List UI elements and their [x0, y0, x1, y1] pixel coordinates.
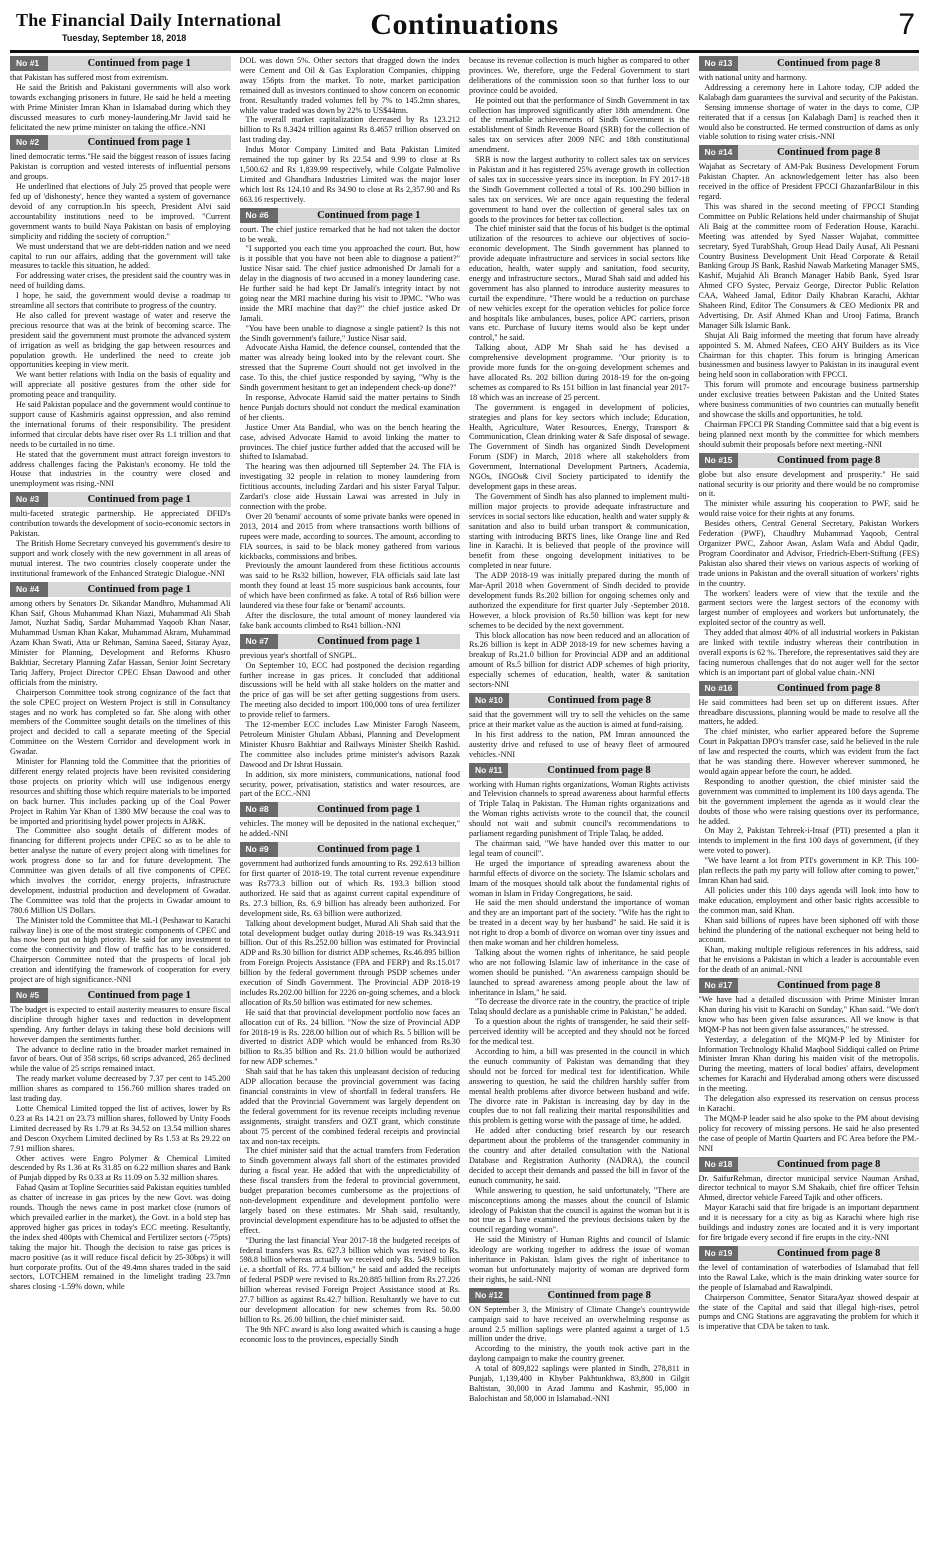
story-paragraph: He also called for prevent wastage of water and reserve the precious resource that was at the brink of becoming scarce. The president said the government must promote the advanced system of irrigation as well as bridging the gap between resources and population growth. He underlined the need to create job opportunities keeping in view merit.: [10, 310, 231, 370]
story-header: [240, 802, 461, 817]
story: [699, 145, 920, 449]
story-paragraph: "I supported you each time you approached the court. But, how is it possible that you have not been able to diagnose a patient?" Justice Nisar said. The chief justice admonished Dr Jamali for a delay in the diagnosis of two accused in a money laundering case. He further said he had kept Dr Jamali's integrity intact by not going near the MRI machine during his visit to JPMC. "Who was inside the MRI machine that day?" the chief justice asked Dr Jamali.: [239, 244, 460, 323]
story-paragraph: In his first address to the nation, PM Imran announced the austerity drive and refused to use of heavy fleet of armoured vehicles.-NNI: [469, 729, 690, 759]
column-1: [10, 56, 231, 1548]
story-continuation-title: Continued from page 1: [48, 135, 231, 150]
story-body: [10, 509, 231, 578]
story-paragraph: Yesterday, a delegation of the MQM-P led by Minister for Information Technology Khalid Maqbool Siddiqui called on Prime Minister Imran Khan during his maiden visit of the metropolis. During the meeting, matters of local bodies' affairs, development schemes for Karachi and Hyderabad among others were discussed in the meeting.: [698, 1034, 919, 1094]
story-header: [10, 988, 231, 1003]
story-paragraph: previous year's shortfall of SNGPL.: [239, 650, 357, 660]
story-continuation-title: Continued from page 1: [278, 802, 461, 817]
story-paragraph: He underlined that elections of July 25 proved that people were fed up of 'dishonesty', hence they wanted a system of governance devoid of any corruption.In his speech, President Alvi said accountability institutions need to be improved. "Current government wants to build Naya Pakistan on basis of employing simplicity and ridding the society of corruption.": [10, 182, 231, 241]
story-paragraph: Talking about, ADP Mr Shah said he has devised a comprehensive development programme. "Our priority is to provide more funds for the on-going development schemes and have allocated Rs. 202 billion during 2018-19 for the on-going schemes as compared to Rs 151 billion in last financial year 2017-18 which was an increase of 25 percent.: [469, 343, 690, 402]
story: [10, 988, 231, 1292]
story-continuation-title: Continued from page 1: [48, 56, 231, 71]
story-paragraph: Chairperson Committee took strong cognizance of the fact that the sole CPEC project on Western Project is still in Consultancy stages and no work has completed so far. She along with other members of the Committee sought details on the timelines of this project and decided to call a separate meeting of the Special Committee on the Western Corridor and development work in Gwadar.: [10, 687, 231, 757]
story: [699, 1157, 920, 1243]
story-paragraph: Advocate Aisha Hamid, the defence counsel, contended that the matter was already being looked into by the relevant court. She stressed that the Supreme Court should not get involved in the case. To this, the chief justice responded by saying, "Why is the Sindh government hesitant to get an independent check-up done?": [239, 343, 460, 393]
story-body: [240, 56, 461, 205]
story-paragraph: The 9th NFC award is also long awaited which is causing a huge economic loss to the provinces, especially Sindh: [239, 1324, 460, 1344]
story-paragraph: Other actives were Engro Polymer & Chemical Limited descended by Rs 1.36 at Rs 31.85 on 6.22 million shares and Bank of Punjab dipped by Rs 0.33 at Rs 11.09 on 5.32 million shares.: [10, 1153, 231, 1183]
story-paragraph: The advance to decline ratio in the broader market remained in favor of bears. Out of 358 scrips, 68 scrips advanced, 265 declined while the value of 25 scrips remained intact.: [10, 1044, 231, 1074]
story-paragraph: The Minister told the Committee that ML-I (Peshawar to Karachi railway line) is one of the most strategic components of CPEC and has now been put on high priority. He said for any investment to come the connectivity and flow of traffic has to be considered. Chairperson Committee noted that the prospects of local job creation and identifying the framework of cooperation for every project are of high significance.-NNI: [10, 915, 231, 985]
story-paragraph: The chief minister said that the focus of his budget is the optimal utilization of the resources to achieve our objectives of socio-economic development. The Sindh government has planned to provide adequate infrastructure and services in social sectors like education, health, water supply and sanitation, food security, energy and infrastructure sectors., Murad Shah said and added his government has also planned to introduce austerity measures to curtail the expenditure. "There would be a reduction on purchase of new vehicles except for the operation vehicles for police force and hospitals like ambulances, buses, police APC carriers, prison vans etc. Purchase of luxury items would also be kept under control," he said.: [469, 224, 690, 343]
story-paragraph: Responding to another question, the chief minister said the government was committed to implement its 100 days agenda. The bit the government implement the agenda as it would clear the doubts of those who were raising questions over its performance, he added.: [698, 776, 919, 826]
story: [699, 56, 920, 142]
story-paragraph: He pointed out that the performance of Sindh Government in tax collection has improved significantly after 18th amendment. One of the remarkable achievements of Sindh Government is the establishment of Sindh Revenue Board (SRB) for the collection of sales tax on services after 2009 NFC and 18th constitutional amendment.: [469, 95, 690, 155]
story-paragraph: the level of contamination of waterbodies of Islamabad that fell into the Rawal Lake, which is the main drinking water source for the people of Islamabad and Rawalpindi.: [698, 1262, 919, 1292]
story-body: [699, 698, 920, 975]
story-paragraph: They added that almost 40% of all industrial workers in Pakistan are linked with textile industry whereas their contribution in overall exports is 62 %. Therefore, the representatives said they are facing numerous challenges that do not auger well for the sector which is an important part of global value chain.-NNI: [698, 628, 919, 677]
story: [240, 208, 461, 631]
story: [240, 842, 461, 1344]
section-title: Continuations: [370, 8, 559, 41]
story-body: [10, 1005, 231, 1292]
story-body: [469, 780, 690, 1285]
story-paragraph: The 12-member ECC includes Law Minister Farogh Naseem, Petroleum Minister Ghulam Abbasi, Planning and Development Minister Khusro Bakhtiar and Railways Minister Sheikh Rashid. The committee also includes prime minister's advisors Razak Dawood and Dr Ishrat Hussain.: [239, 720, 460, 769]
story-paragraph: On September 10, ECC had postponed the decision regarding further increase in gas prices. It concluded that additional discussions will be held with all stake holders on the matter and the price of gas will be set after getting suggestions from users. The meeting also decided to import 100,000 tons of urea fertilizer to provide relief to farmers.: [239, 660, 460, 720]
story-continuation-title: Continued from page 8: [738, 145, 919, 160]
story-paragraph: court. The chief justice remarked that he had not taken the doctor to be weak.: [239, 224, 460, 244]
story-paragraph: I hope, he said, the government would devise a roadmap to streamline all sectors that contribute to progress of the country.: [10, 291, 231, 311]
story-paragraph: vehicles. The money will be deposited in the national exchequer," he added.-NNI: [239, 819, 460, 839]
story-number-label: No #18: [699, 1157, 739, 1172]
story-header: [699, 453, 920, 468]
story-number-label: No #12: [469, 1288, 509, 1303]
story-paragraph: He said the men should understand the importance of woman and they are an important part of the society. "Wife has the right to be treated in a decent way by her husband" he said. He said it is not right to drop a bomb of divorce on woman over tiny issues and then make woman and her children homeless.: [469, 898, 690, 948]
story-paragraph: "We have learnt a lot from PTI's government in KP. This 100-plan reflects the path my party will follow after coming to power," Imran Khan had said.: [698, 856, 919, 885]
story-paragraph: The overall market capitalization decreased by Rs 123.212 billion to Rs 8.3424 trillion against Rs 8.4657 trillion observed on last trading day.: [239, 115, 460, 145]
story-paragraph: Chairman FPCCI PR Standing Committee said that a big event is being planned next month by the committee for which members should submit their proposals before next meeting.-NNI: [698, 419, 919, 449]
story-paragraph: Over 20 'benami' accounts of some private banks were opened in 2013, 2014 and 2015 from where transactions worth billions of rupees were made, according to sources. The amount, according to FIA sources, is said to be black money gathered from various kickbacks, commissions and bribes.: [239, 511, 460, 561]
story-paragraph: The workers' leaders were of view that the textile and the garment sectors were the largest sectors of the economy with largest number of employees and workers but unfortunately, the exploited sector of the country as well.: [698, 588, 919, 628]
story-header: [240, 208, 461, 223]
story-paragraph: Justice Umer Ata Bandial, who was on the bench hearing the case, advised Advocate Hamid to avoid linking the matter to provinces. The chief justice further added that the accused will be shifted to Islamabad.: [239, 422, 460, 462]
story-paragraph: On May 2, Pakistan Tehreek-i-Insaf (PTI) presented a plan it intends to implement in the first 100 days of government, (if they were voted to power).: [698, 826, 919, 856]
story-paragraph: because its revenue collection is much higher as compared to other provinces. We, therefore, urge the Federal Government to start deliberations of the commission soon so that further loss to our province could be avoided.: [469, 56, 690, 95]
story-paragraph: All policies under this 100 days agenda will look into how to make education, employment and other basic rights accessible to the common man, said Khan.: [698, 885, 919, 915]
newspaper-name: The Financial Daily International: [16, 10, 282, 30]
story-number-label: No #14: [699, 145, 739, 160]
story-paragraph: The chief minister said that the actual transfers from Federation to Sindh government always fall short of the estimates provided during a fiscal year. He added that with the unpredictability of these fiscal transfers from the federal to provincial government, budget preparation becomes cumbersome as the projections of non-development expenditure and development portfolio were largely based on these estimates. Mr Shah said, resultantly, provincial development expenditure has to be adjusted to offset the effect.: [239, 1146, 460, 1235]
story-paragraph: that Pakistan has suffered most from extremism.: [10, 73, 169, 82]
story-number-label: No #7: [240, 634, 278, 649]
story-paragraph: The British Home Secretary conveyed his government's desire to support and work closely with the new government in all areas of mutual interest. The two countries closely cooperate under the institutional framework of the Enhanced Strategic Dialogue.-NNI: [10, 538, 231, 578]
article-columns: [10, 56, 919, 1548]
story-paragraph: The ready market volume decreased by 7.37 per cent to 145.200 million shares as compared to 156.760 million shares traded on last trading day.: [10, 1074, 231, 1104]
story: [699, 1246, 920, 1332]
story-header: [699, 1157, 920, 1172]
story-paragraph: Wajahat as Secretary of AM-Pak Business Development Forum Pakistan Chapter. An acknowledgement letter has also been received in the office of President FPCCI GhazanfarBilour in this regard.: [698, 162, 919, 202]
story-paragraph: The chief minister, who earlier appeared before the Supreme Court in Pakpattan DPO's transfer case, said he believed in the rule of law and respected the courts, which was evident from the fact that he was standing there. However wherever summoned, he would again appear before the court, he added.: [698, 727, 919, 776]
story-paragraph: Sensing immense shortage of water in the days to come, CJP reiterated that if a census [on Kalabagh Dam] is reached then it would also be constructed. He termed construction of dams as only viable solution to rising water crisis.-NNI: [698, 102, 919, 142]
story-paragraph: He stated that the government must attract foreign investors to address challenges facing the Pakistan's economy. He told the House that industries in the country were closed and unemployment was rising.-NNI: [10, 449, 231, 489]
story-paragraph: Mayor Karachi said that fire brigade is an important department and it is necessary for a city as big as Karachi where high rise buildings and industry zones are located and it is very important for fire brigade every second if fire erupts in the city.-NNI: [698, 1203, 919, 1242]
story-number-label: No #9: [240, 842, 278, 857]
story: [469, 763, 690, 1285]
story-body: [699, 1263, 920, 1332]
story-paragraph: The ADP 2018-19 was initially prepared during the month of Mar-April 2018 when Government of Sindh decided to provide development funds Rs.202 billion for ongoing schemes only and authorized the expenditure for first quarter July -September 2018. However, a block provision of Rs.50 billion was kept for new schemes to be decided by the next government.: [469, 571, 690, 630]
story: [10, 492, 231, 578]
story-body: [469, 1305, 690, 1404]
story-paragraph: To a question about the rights of transgender, he said their self-perceived identity will be accepted and they should not be forced for the medical test.: [469, 1017, 690, 1047]
story-paragraph: He said the Ministry of Human Rights and council of Islamic ideology are working together to address the issue of woman inheritance in Pakistan. Islam gives the right of inheritance to woman but unfortunately majority of woman are deprived form their rights, he said.-NNI: [469, 1235, 690, 1284]
story: [10, 56, 231, 132]
story-body: [699, 73, 920, 142]
story-header: [240, 842, 461, 857]
story-header: [469, 693, 690, 708]
story-header: [699, 145, 920, 160]
story-paragraph: Shujat Ali Baig informed the meeting that forum have already appointed S. M. Ahmed Nafees, CEO AHY Builders as its Vice Chairman for this chapter. This forum is bringing American businessmen and business lawyer to Pakistan in its inaugural event being held soon in collaboration with FPCCI.: [698, 330, 919, 380]
story: [699, 453, 920, 678]
story-body: [699, 470, 920, 678]
story: [699, 681, 920, 975]
story-paragraph: He said committees had been set up on different issues. After threadbare discussions, planning would be made to resolve all the matters, he added.: [698, 697, 919, 727]
story-number-label: No #6: [240, 208, 278, 223]
story-paragraph: "During the last financial Year 2017-18 the budgeted receipts of federal transfers was Rs. 627.3 billion which was revised to Rs. 598.8 billion whereas actually we received only Rs. 549.9 billion i.e. a shortfall of Rs. 77.4 billion," he said and added the receipts of federal PSDP were revised to Rs.20.885 billion from Rs.27.226 billion whereas revised Foreign Project Assistance stood at Rs. 27.7 billion as against Rs.42.7 billion. Resultantly we have to cut our development allocation for new schemes from Rs. 50.00 billion to Rs. 26.00 billion, the chief minister said.: [239, 1235, 460, 1324]
story-paragraph: The delegation also expressed its reservation on census process in Karachi.: [698, 1094, 919, 1113]
story-paragraph: The budget is expected to entail austerity measures to ensure fiscal discipline through higher taxes and reduction in development spending. Any further delays in taking these bold decisions will however dampen the sentiments further.: [10, 1004, 231, 1044]
story-paragraph: among others by Senators Dr. Sikandar Mandhro, Muhammad Ali Khan Saif, Ghous Muhammad Khan Niazi, Muhammad Ali Shah Jamot, Nuzhat Sadiq, Sardar Muhammad Yaqoob Khan Nasar, Muhammad Usman Khan Kakar, Muhammad Akram, Muhammad Azam Khan Swati, Atta ur Rehman, Samina Saeed, Sitaray Ayaz, Minister for Planning, Development and Reforms Khusro Bakhtiar, Secretary Planning Zafar Hassan, Senior Joint Secretary Tariq Jaffery, Project Director CPEC Ehsan Dawood and other officials from the ministry.: [10, 598, 231, 687]
story-paragraph: ON September 3, the Ministry of Climate Change's countrywide campaign said to have received an overwhelming response as around 2.5 million saplings were planted against a target of 1.5 million under the drive.: [469, 1304, 690, 1344]
story-continuation-title: Continued from page 8: [738, 453, 919, 468]
story-paragraph: Fahad Qasim at Topline Securities said Pakistan equities tumbled as chatter of increase in gas prices by the new Govt. was doing rounds. Though the news came in post market close (rumors of which prevailed earlier in the market), the Govt. in a bold step has approved higher gas prices in today's ECC meeting. Resultantly, the index shed 400pts with Chemical and Fertilizer sectors (-75pts) taking the major hit. Though the decision to raise gas prices is macro positive (as it will reduce fiscal deficit by 25-30bps) it will hurt corporate profits. Out of the 49.4mn shares traded in the said sectors, LOTCHEM remained in the limelight trading 23.7mn shares closing -1.59% down, while: [10, 1183, 231, 1292]
story-paragraph: Shah said that he has taken this unpleasant decision of reducing ADP allocation because the provincial government was facing financial constraints in view of shortfall in federal transfers. He added that the Provincial Government was largely dependent on the federal government for its revenue receipts including revenue assignments, straight transfers and OZT grant, which constitute about 75 percent of the combined federal receipts and provincial tax and non-tax receipts.: [239, 1067, 460, 1146]
story-header: [699, 978, 920, 993]
story-continuation-title: Continued from page 8: [738, 978, 919, 993]
story-header: [10, 582, 231, 597]
story: [240, 56, 461, 205]
column-3: [469, 56, 690, 1548]
story-paragraph: According to him, a bill was presented in the council in which the eunuch community of Pakistan was demanding that they should not be forced for medical test for identification. While answering to question, he said the children harshly suffer from mental health problems after divorce between husband and wife. The divorce rate in Pakistan is increasing day by day in the couples due to not fall realizing their marital responsibilities and this problem is getting worse with the passage of time, he added.: [469, 1047, 690, 1126]
story-header: [10, 135, 231, 150]
story-continuation-title: Continued from page 8: [738, 1157, 919, 1172]
story: [10, 135, 231, 489]
story-paragraph: government had authorized funds amounting to Rs. 292.613 billion for first quarter of 2018-19. The total current revenue expenditure was Rs773.3 billion out of which Rs. 193.3 billion stood authorized. He said that as against current capital expenditure of Rs. 27.3 billion, Rs. 6.9 billion has already been authorized. For development side, Rs. 63 billion were authorized.: [239, 859, 460, 918]
story-number-label: No #8: [240, 802, 278, 817]
story-paragraph: Previously the amount laundered from these fictitious accounts was said to be Rs32 billion, however, FIA officials said late last month they found at least 15 more suspicious bank accounts, four of which have been confirmed as fake. A total of Rs6 billion were laundered via these four fake or 'benami' accounts.: [239, 561, 460, 611]
masthead: [10, 6, 919, 46]
story-continuation-title: Continued from page 8: [508, 763, 689, 778]
story-paragraph: Dr. SaifurRehman, director municipal service Nauman Arshad, director technical to mayor S.M Shakaib, chief fire officer Tehsin Ahmed, director vehicle Fareed Tajik and other officers.: [698, 1173, 919, 1203]
story-paragraph: While answering to question, he said unfortunately, "There are misconceptions among the masses about the council of Islamic ideology of Pakistan that the council is against the woman but it is not true as I have examined the previous decisions taken by the council regarding woman".: [469, 1185, 690, 1235]
story-paragraph: "You have been unable to diagnose a single patient? Is this not the Sindh government's failure," Justice Nisar said.: [239, 323, 460, 343]
story-paragraph: He said Pakistan populace and the government would continue to support cause of Kashmiris against oppression, and also remind the international forums of their responsibility. The president informed that circular debts have riser over Rs 1.1 trillion and that needs to be curtailed in no time.: [10, 400, 231, 449]
story-paragraph: He said the British and Pakistani governments will also work towards exchanging prisoners in future. He said he held a meeting with Prime Minister Imran Khan in Islamabad during which they discussed measures to curb money-laundering.Mr Javid said he felicitated the new prime minister on taking the office.-NNI: [10, 82, 231, 132]
story-body: [699, 1174, 920, 1243]
story-paragraph: We want better relations with India on the basis of equality and will appreciate all positive gestures from the other side for promoting peace and tranquility.: [10, 370, 231, 400]
story-continuation-title: Continued from page 1: [278, 634, 461, 649]
story-paragraph: Indus Motor Company Limited and Bata Pakistan Limited remained the top gainer by Rs 22.54 and 9.99 to close at Rs 1,500.62 and Rs 1,839.99 respectively, while Colgate Palmolive Limited and Ghandhara Industries Limited was the major loser which lost Rs 124.10 and Rs 34.90 to close at Rs 2,357.90 and Rs 663.16 respectively.: [239, 145, 460, 204]
story-body: [10, 73, 231, 132]
story-continuation-title: Continued from page 8: [738, 681, 919, 696]
story-paragraph: Khan, making multiple religious references in his address, said that he envisions a Pakistan in which a leader is accountable even for the death of an animal.-NNI: [698, 945, 919, 975]
story-paragraph: The MQM-P leader said he also spoke to the PM about devising policy for recovery of missing persons. He said he also presented the case of people of Martin Quarters and FC Area before the PM.-NNI: [698, 1113, 919, 1153]
page-number: 7: [898, 8, 915, 41]
story-paragraph: He added after conducting brief research by our research department about the problems of the transgender community in the country and after detailed consultation with the National Database and Registration Authority (NADRA), the council decided to accept their demands and passed the bill in favor of the eunuch community, he said.: [469, 1126, 690, 1185]
story-body: [240, 651, 461, 800]
story-paragraph: In response, Advocate Hamid said the matter pertains to Sindh hence Punjab doctors should not conduct the medical examination of her clients.: [239, 393, 460, 422]
story-body: [10, 152, 231, 489]
story-header: [469, 1288, 690, 1303]
story-body: [240, 859, 461, 1344]
story-number-label: No #19: [699, 1246, 739, 1261]
story-paragraph: This was shared in the second meeting of FPCCI Standing Committee on Public Relations held under chairmanship of Shujat Ali Baig at the committee room of Federation House, Karachi. Meeting was attended by Syed Nasser Wajahat, committee secretary, Syed TurabShah, Group Head Daily Ausaf, Ali Pesnani Country Business Development Unit Head Corporate & Retail Banking Group JS Bank, Rashid Nawab Marketing Manager SMS, Kashif, Mujahid Ali Branch Manager Habib Bank, Syed Israr Ahmed CFO Systec, Pervaiz George, Director Public Relation CAA, Waheed Jamal, Editor Daily Khabran Karachi, Akhtar Shaheen Rind, Editor The Consumers & CEO Medionix PR and Advertising, Dr. Asif Ahmed Khan and Urooj Fatima, Branch Manager Silk Islamic Bank.: [698, 201, 919, 330]
story-continuation-title: Continued from page 8: [509, 693, 690, 708]
story-paragraph: Lotte Chemical Limited topped the list of actives, lower by Rs 0.23 at Rs 14.21 on 23.73 million shares, followed by Unity Foods Limited decreased by Rs 1.79 at Rs 34.52 on 13.54 million shares and Descon Oxychem Limited declined by Rs 1.53 at Rs 29.22 on 7.91 million shares.: [10, 1104, 231, 1153]
story-paragraph: SRB is now the largest authority to collect sales tax on services in Pakistan and it has registered 25% average growth in collection of sales tax in successive years since its inception. In FY 2017-18 the Sindh Government collected a total of Rs. 100.290 billion in sales tax on services. We are once again requesting the federal government to hand over the collection of general sales tax on goods to the provinces for better tax collection.: [469, 155, 690, 224]
story: [240, 802, 461, 839]
story-number-label: No #17: [699, 978, 739, 993]
story-paragraph: In addition, six more ministers, communications, national food security, power, privatisation, statistics and water resources, are part of the ECC.-NNI: [239, 769, 460, 799]
issue-date: Tuesday, September 18, 2018: [62, 33, 187, 43]
story-header: [699, 681, 920, 696]
story: [699, 978, 920, 1154]
story-body: [699, 162, 920, 449]
story: [240, 634, 461, 800]
story-paragraph: working with Human rights organizations, Woman Rights activists and Television channels to spread awareness about harmful effects of Triple Talaq in Pakistan. The Human rights organizations and the Woman rights activists wrote to the council that, the council should not wait and submit council's recommendations to parliament regarding punishment of Triple Talaq, he added.: [469, 779, 690, 839]
story-continuation-title: Continued from page 8: [738, 56, 919, 71]
story-paragraph: According to the ministry, the youth took active part in the daylong campaign to make the country greener.: [469, 1344, 690, 1364]
story-continuation-title: Continued from page 1: [48, 988, 231, 1003]
story-continuation-title: Continued from page 8: [738, 1246, 919, 1261]
story-paragraph: The hearing was then adjourned till September 24. The FIA is investigating 32 people in relation to money laundering from fictitious accounts, including Zardari and his sister Faryal Talpur. Zardari's close aide Hussain Lawai was arrested in July in connection with the probe.: [239, 462, 460, 511]
story-paragraph: A total of 809,822 saplings were planted in Sindh, 278,811 in Punjab, 1,139,400 in Khyber Pakhtunkhwa, 83,800 in Gilgit Baltistan, 30,000 in Azad Jammu and Kashmir, 95,000 in Balochistan and 58,000 in Islamabad.-NNI: [469, 1364, 690, 1403]
story-paragraph: Minister for Planning told the Committee that the priorities of different energy related projects have been revisited considering those projects on priority which will use indigenous energy resources and shifting those which require materials to be imported on back burner. This includes packing up of the Coal Power Project in Rahim Yar Khan of 1380 MW because the coal was to be imported and prioritising hydel power projects in AJ&K.: [10, 757, 231, 826]
story-continuation-title: Continued from page 1: [278, 208, 461, 223]
story-number-label: No #11: [469, 763, 508, 778]
story-paragraph: The minister while assuring his cooperation to PWF, said he would raise voice for their rights at any forums.: [698, 499, 919, 519]
story: [469, 56, 690, 690]
column-2: [240, 56, 461, 1548]
story-paragraph: Khan said billions of rupees have been siphoned off with those behind the plundering of the national exchequer not being held to account.: [698, 915, 919, 945]
story-paragraph: This forum will promote and encourage business partnership under exclusive treaties between Pakistan and the United States where business communities of two countries can mutually benefit and showcase the skills and opportunities, he told.: [698, 380, 919, 419]
story-paragraph: Talking about development budget, Murad Ali Shah said that the total development budget outlay during 2018-19 was Rs.343.911 billion. Out of this Rs.252.00 billion was estimated for Provincial ADP and Rs.30 billion for district ADP schemes, Rs.46.895 billion from Foreign Projects Assistance (FPA and FERP) and Rs.15.017 billion by the federal government through PSDP schemes under execution of Sindh Government. The Provincial ADP 2018-19 includes Rs.202.00 billion for 2226 on-going schemes, and a block allocation of Rs.50 billion was estimated for new schemes.: [239, 918, 460, 1007]
story-continuation-title: Continued from page 1: [48, 582, 231, 597]
story-continuation-title: Continued from page 1: [48, 492, 231, 507]
story-paragraph: DOL was down 5%. Other sectors that dragged down the index were Cement and Oil & Gas Exploration Companies, chipping away 156pts from the market. To note, market participation remained dull as investors continued to show concern on economic front. Resultantly traded volumes fell by 7% to 145.2mn shares, while value traded was down by 22% to US$44mn.: [239, 56, 460, 115]
story-body: [469, 710, 690, 760]
story-number-label: No #13: [699, 56, 739, 71]
story-paragraph: "We have had a detailed discussion with Prime Minister Imran Khan during his visit to Karachi on Sunday," Khan said. "We don't know who has been given false assurances. All we know is that MQM-P has not been given false assurances," he stressed.: [698, 995, 919, 1034]
story-paragraph: multi-faceted strategic partnership. He appreciated DFID's contribution towards the development of socio-economic sectors in Pakistan.: [10, 509, 231, 539]
story-paragraph: Addressing a ceremony here in Lahore today, CJP added the Kalabagh dam guarantees the survival and security of the Pakistan.: [698, 82, 919, 102]
story-paragraph: We must understand that we are debt-ridden nation and we need capital to run our affairs, adding that the government will take measures to tackle this situation, he added.: [10, 241, 231, 271]
column-4: [699, 56, 920, 1548]
story-number-label: No #1: [10, 56, 48, 71]
story-body: [699, 995, 920, 1154]
story-paragraph: said that the government will try to sell the vehicles on the same price at their market value as the auction is aimed at fund-raising.: [469, 710, 690, 729]
story-header: [699, 1246, 920, 1261]
story-paragraph: The Committee also sought details of different modes of financing for different projects under CPEC so as to be able to better analyse the nature of every project along with timelines for work progress done so far and for future development. The Committee was given details of all five components of CPEC which involves the corridor, energy projects, infrastructure development, industrial production and development of Gwadar. The Committee was told that the projects in Gwadar amount to 780.6 Million US Dollars.: [10, 826, 231, 915]
story-body: [10, 599, 231, 985]
story: [469, 1288, 690, 1404]
story-number-label: No #16: [699, 681, 739, 696]
story-header: [699, 56, 920, 71]
story-paragraph: "To decrease the divorce rate in the country, the practice of triple Talaq should declare as a punishable crime in Pakistan," he added.: [469, 997, 690, 1017]
story-number-label: No #2: [10, 135, 48, 150]
story-number-label: No #10: [469, 693, 509, 708]
story-number-label: No #3: [10, 492, 48, 507]
story-paragraph: The government is engaged in development of policies, strategies and plans for key sectors which include; Education, Health, Agriculture, Water Resources, Energy, Transport & Communication, Clean drinking water & Safe disposal of sewage. The Government of Sindh has organized Sindh Development Forum (SDF) in March, 2018 where all stakeholders from Government, International Development Partners, Academia, NGOs, INGOs& Civil Society participated to identify the development gaps in these areas.: [469, 402, 690, 491]
story-body: [240, 819, 461, 839]
story-number-label: No #15: [699, 453, 739, 468]
story-body: [240, 225, 461, 631]
story-paragraph: Talking about the women rights of inheritance, he said people who are not following Islamic law of inheritance in the case of women should be punished. "An awareness campaign should be launched to spread awareness among people about the law of inheritance in Islam," he said.: [469, 947, 690, 997]
story-paragraph: This block allocation has now been reduced and an allocation of Rs.26 billion is kept in ADP 2018-19 for new schemes having a breakup of Rs.21.0 billion for Provincial ADP and an additional amount of Rs.5 billion for district ADP schemes of high priority, especially schemes of education, health, water & sanitation sectors-NNI: [469, 630, 690, 690]
story-header: [10, 56, 231, 71]
story-header: [240, 634, 461, 649]
story-paragraph: He said that that provincial development portfolio now faces an allocation cut of Rs. 24 billion. "Now the size of Provincial ADP for 2018-19 is Rs. 228.00 billion out of which Rs. 5 billion will be diverted to district ADP which would be enhanced from Rs.30 billion to Rs.35 billion and Rs. 21.0 billion would be authorized for new ADP schemes.": [239, 1007, 460, 1067]
story-paragraph: The chairman said, "We have handed over this matter to our legal team of council".: [469, 838, 690, 858]
story-header: [469, 763, 690, 778]
story-number-label: No #5: [10, 988, 48, 1003]
story-continuation-title: Continued from page 1: [278, 842, 461, 857]
story-body: [469, 56, 690, 690]
story-paragraph: He urged the importance of spreading awareness about the harmful effects of divorce on the society. The Islamic scholars and Imam of the mosques should talk about the fundamental rights of woman in Islam in Friday Congregations, he said.: [469, 858, 690, 898]
story-header: [10, 492, 231, 507]
story-paragraph: globe but also ensure development and prosperity." He said national security is our priority and there would be no compromise on it.: [698, 469, 919, 499]
story-paragraph: After the disclosure, the total amount of money laundered via fake bank accounts climbed to Rs41 billion.-NNI: [239, 610, 460, 630]
story-paragraph: Besides others, Central General Secretary, Pakistan Workers Federation (PWF), Chaudhry Muhammad Yaqoob, Central Organizer PWC, Zahoor Awan, Aslam Wafa and Abdul Qadir, Program Coordinator and Advisor, Friedrich-Ebert-Stiftung (FES) Pakistan also shared their views on various aspects of working of trade unions in Pakistan and the overall situation of workers' rights in the country.: [698, 519, 919, 588]
story-number-label: No #4: [10, 582, 48, 597]
story-paragraph: lined democratic terms."He said the biggest reason of issues facing Pakistan is corruption and vested interests of influential persons and groups.: [10, 152, 231, 182]
story-paragraph: Chairperson Committee, Senator SitaraAyaz showed despair at the state of the Capital and said that illegal high-rises, petrol pumps and CNG Stations are aggravating the problem for which it is imperative that CDA be taken to task.: [698, 1292, 919, 1332]
story-paragraph: with national unity and harmony.: [698, 73, 807, 82]
story-paragraph: For addressing water crises, the president said the country was in need of building dams.: [10, 271, 231, 291]
story-continuation-title: Continued from page 8: [509, 1288, 690, 1303]
story: [10, 582, 231, 985]
story: [469, 693, 690, 760]
masthead-rule: [10, 50, 919, 53]
story-paragraph: The Government of Sindh has also planned to implement multi-million major projects to provide adequate infrastructure and services in social sectors like education, health and water supply & sanitation and also to build urban transport & communication, starting with introducing BRTS lines, like Orange line and Red line in Karachi. It is believed that people of the province will benefit from these ongoing development initiatives to be completed in near future.: [469, 491, 690, 571]
